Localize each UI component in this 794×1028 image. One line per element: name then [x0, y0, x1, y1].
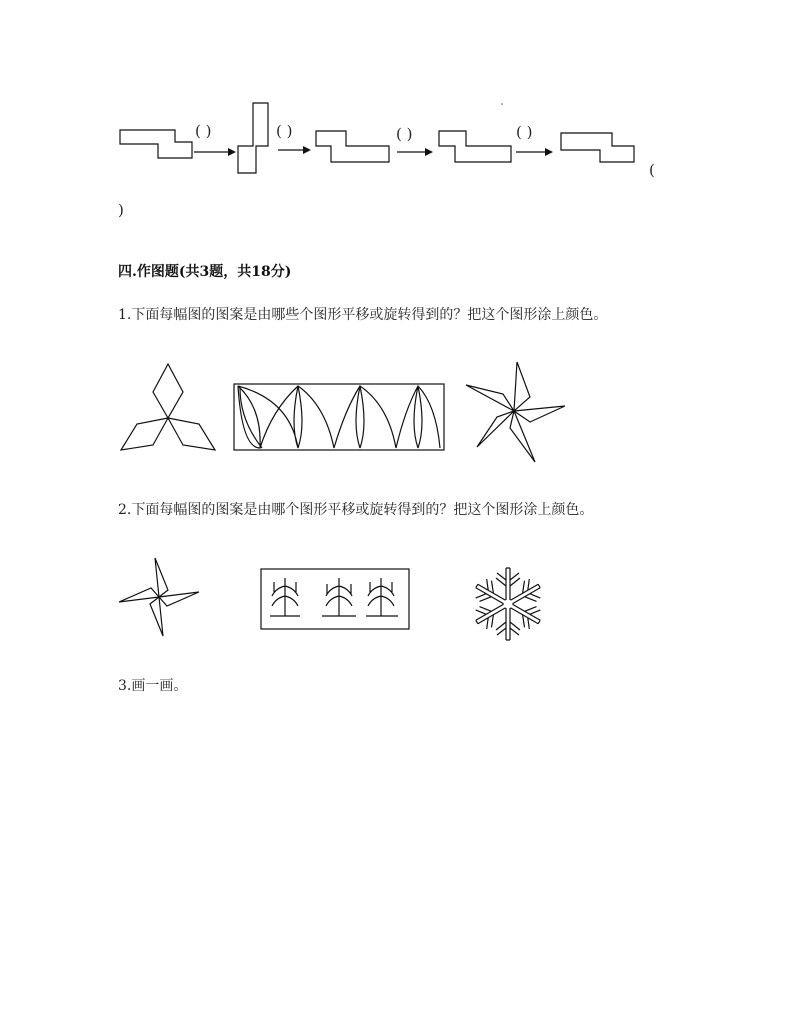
trailing-open-paren: (	[649, 161, 655, 179]
question-3-text: 3.画一画。	[118, 678, 188, 694]
section-heading: 四.作图题(共3题，共18分)	[118, 264, 292, 280]
blank-4[interactable]: ( )	[516, 123, 533, 141]
trailing-close-paren: )	[118, 201, 124, 219]
blank-3[interactable]: ( )	[396, 125, 413, 143]
blank-2[interactable]: ( )	[276, 122, 293, 140]
question-1-text: 1.下面每幅图的图案是由哪些个图形平移或旋转得到的？把这个图形涂上颜色。	[118, 307, 608, 323]
blank-1[interactable]: ( )	[195, 122, 212, 140]
question-2-text: 2.下面每幅图的图案是由哪个图形平移或旋转得到的？把这个图形涂上颜色。	[118, 502, 594, 518]
